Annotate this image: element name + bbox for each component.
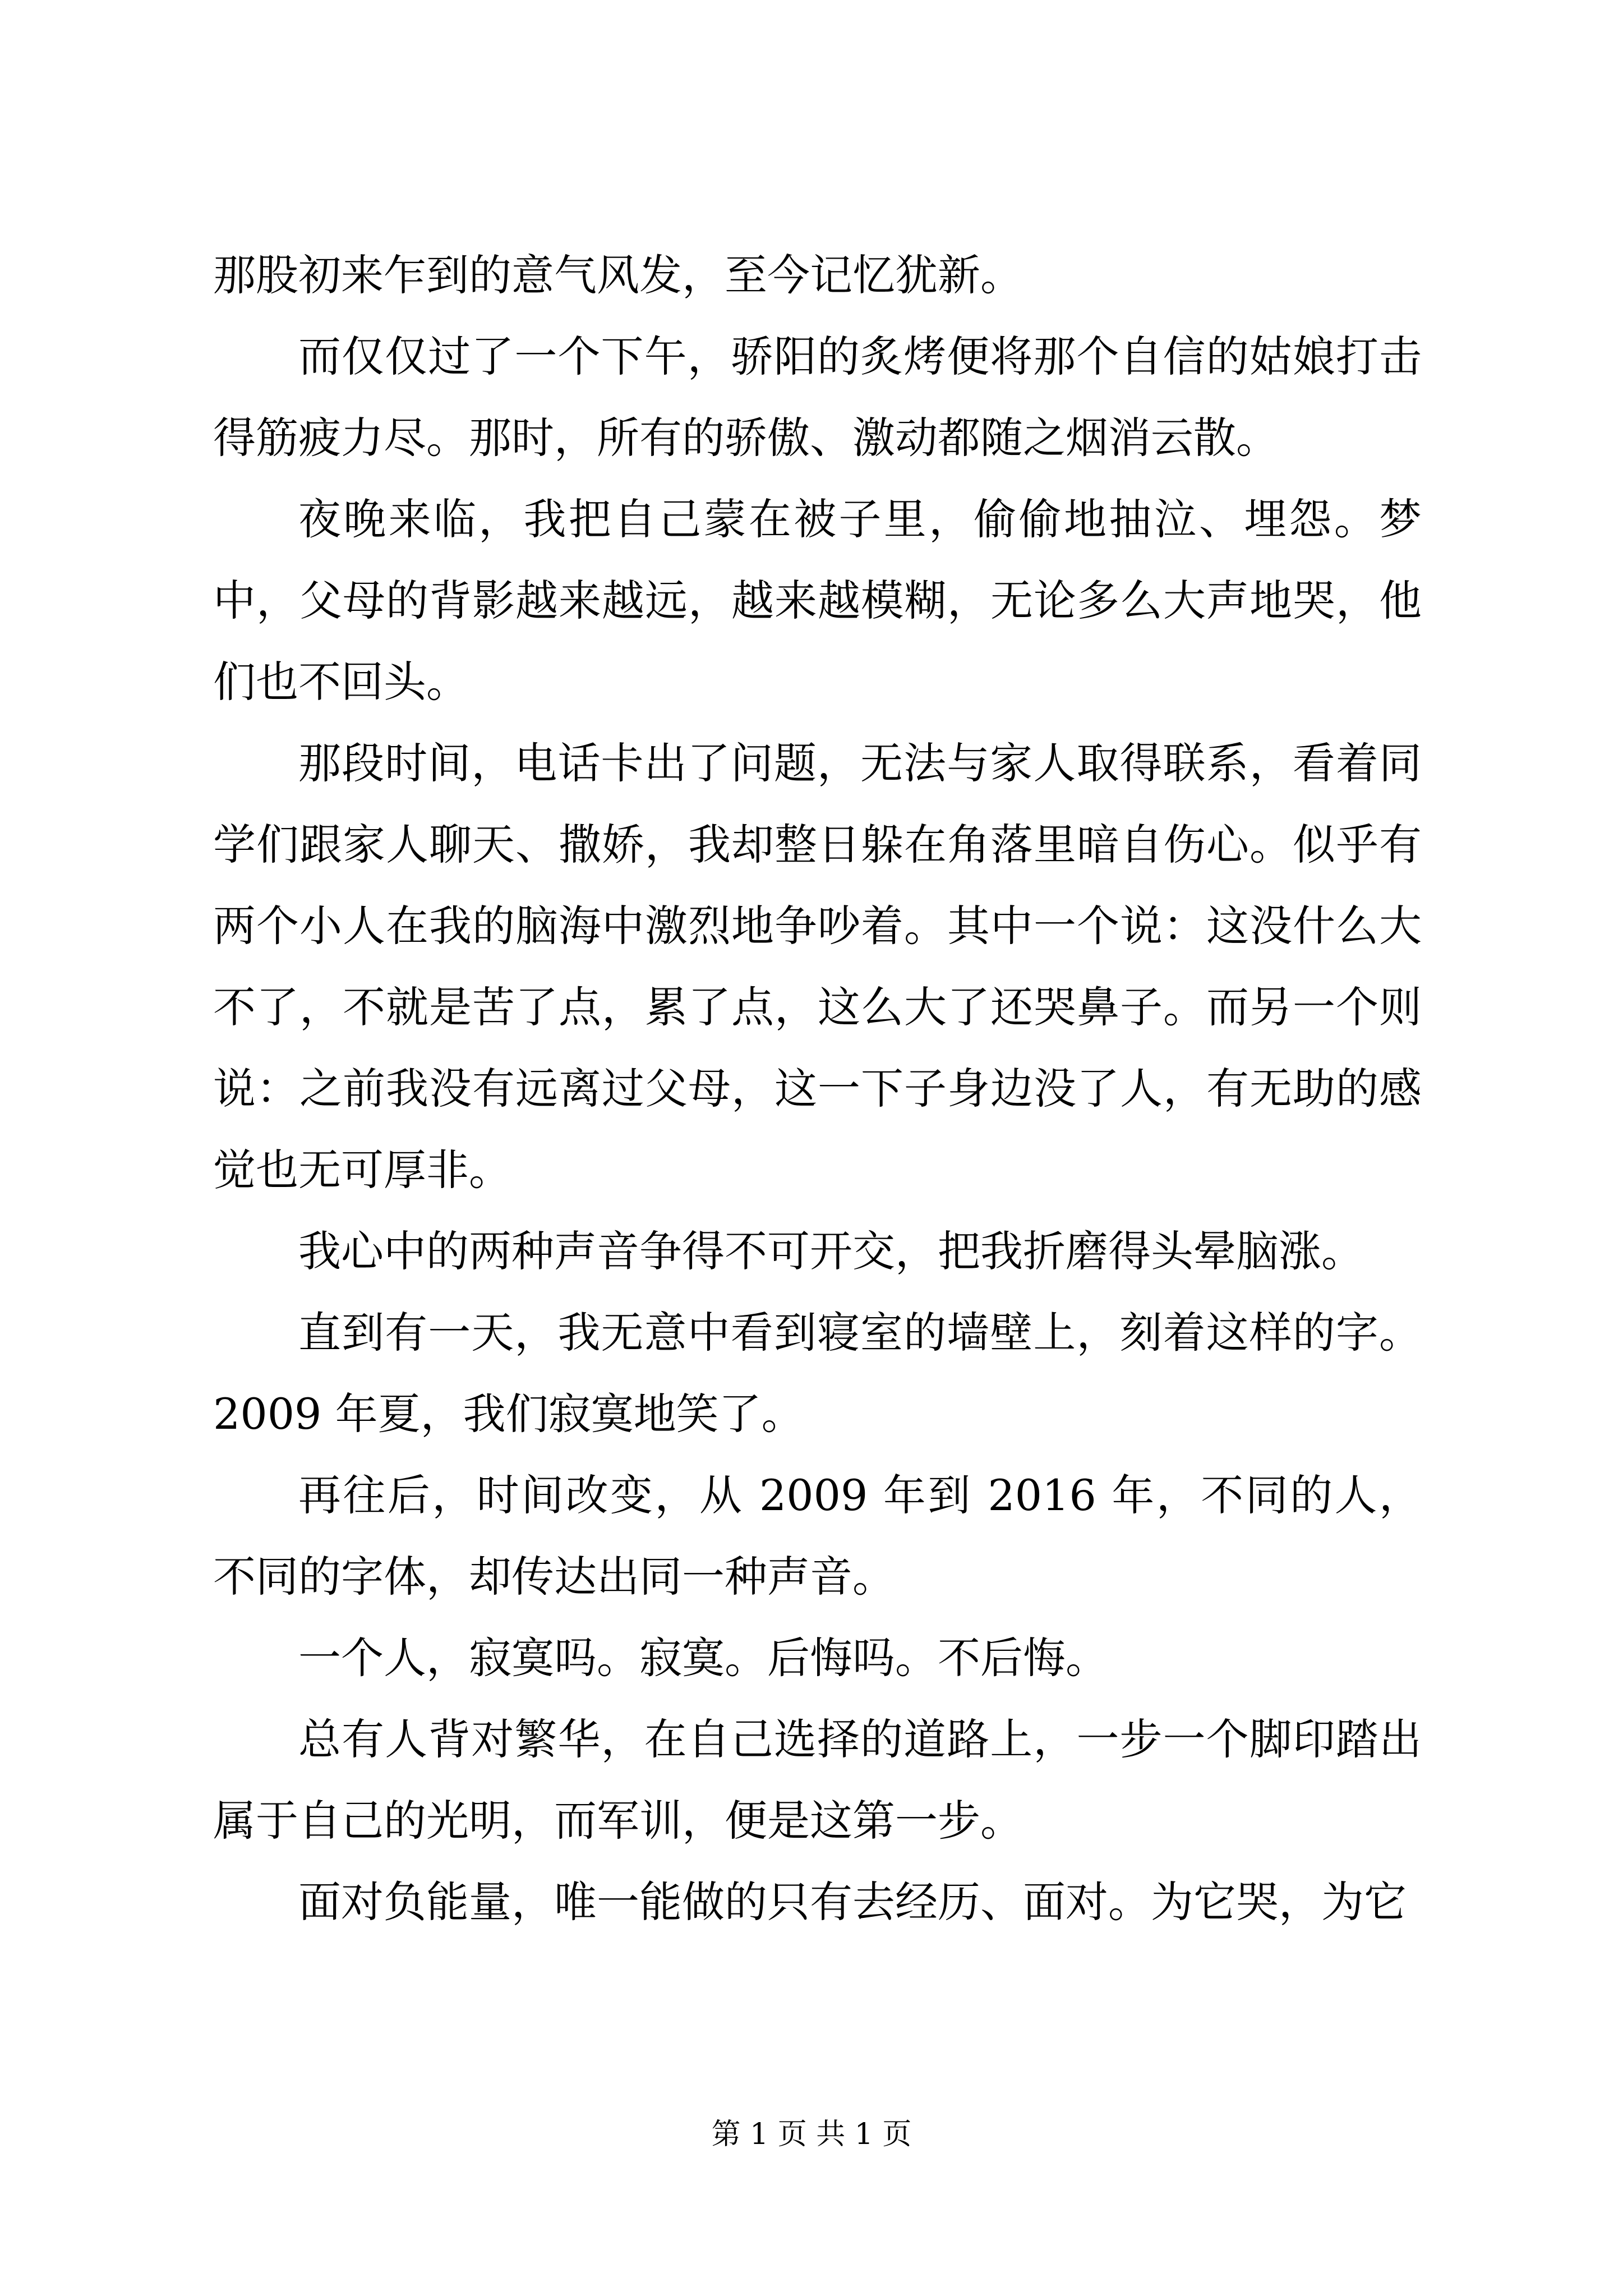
paragraph-1: 那股初来乍到的意气风发，至今记忆犹新。 [213,250,1023,300]
paragraph-3: 夜晚来临，我把自己蒙在被子里，偷偷地抽泣、埋怨。梦中，父母的背影越来越远，越来越模糊，无论多么大声地哭，他们也不回头。 [213,494,1422,707]
paragraph-2: 而仅仅过了一个下午，骄阳的炙烤便将那个自信的姑娘打击得筋疲力尽。那时，所有的骄傲、激动都随之烟消云散。 [213,332,1422,463]
body-text [213,234,1422,1943]
paragraph-8: 一个人，寂寞吗。寂寞。后悔吗。不后悔。 [298,1633,1108,1683]
paragraph-5: 我心中的两种声音争得不可开交，把我折磨得头晕脑涨。 [298,1226,1364,1276]
paragraph-4: 那段时间，电话卡出了问题，无法与家人取得联系，看着同学们跟家人聊天、撒娇，我却整日躲在角落里暗自伤心。似乎有两个小人在我的脑海中激烈地争吵着。其中一个说：这没什么大不了，不就是苦了点，累了点，这么大了还哭鼻子。而另一个则说：之前我没有远离过父母，这一下子身边没了人，有无助的感觉也无可厚非。 [213,738,1422,1195]
paragraph-6: 直到有一天，我无意中看到寝室的墙壁上，刻着这样的字。2009 年夏，我们寂寞地笑了。 [213,1308,1422,1439]
paragraph-9: 总有人背对繁华，在自己选择的道路上，一步一个脚印踏出属于自己的光明，而军训，便是这第一步。 [213,1714,1422,1846]
paragraph-10: 面对负能量，唯一能做的只有去经历、面对。为它哭，为它 [298,1877,1407,1927]
page-footer: 第 1 页 共 1 页 [711,2118,912,2151]
paragraph-7: 再往后，时间改变，从 2009 年到 2016 年，不同的人，不同的字体，却传达出同一种声音。 [213,1470,1422,1602]
